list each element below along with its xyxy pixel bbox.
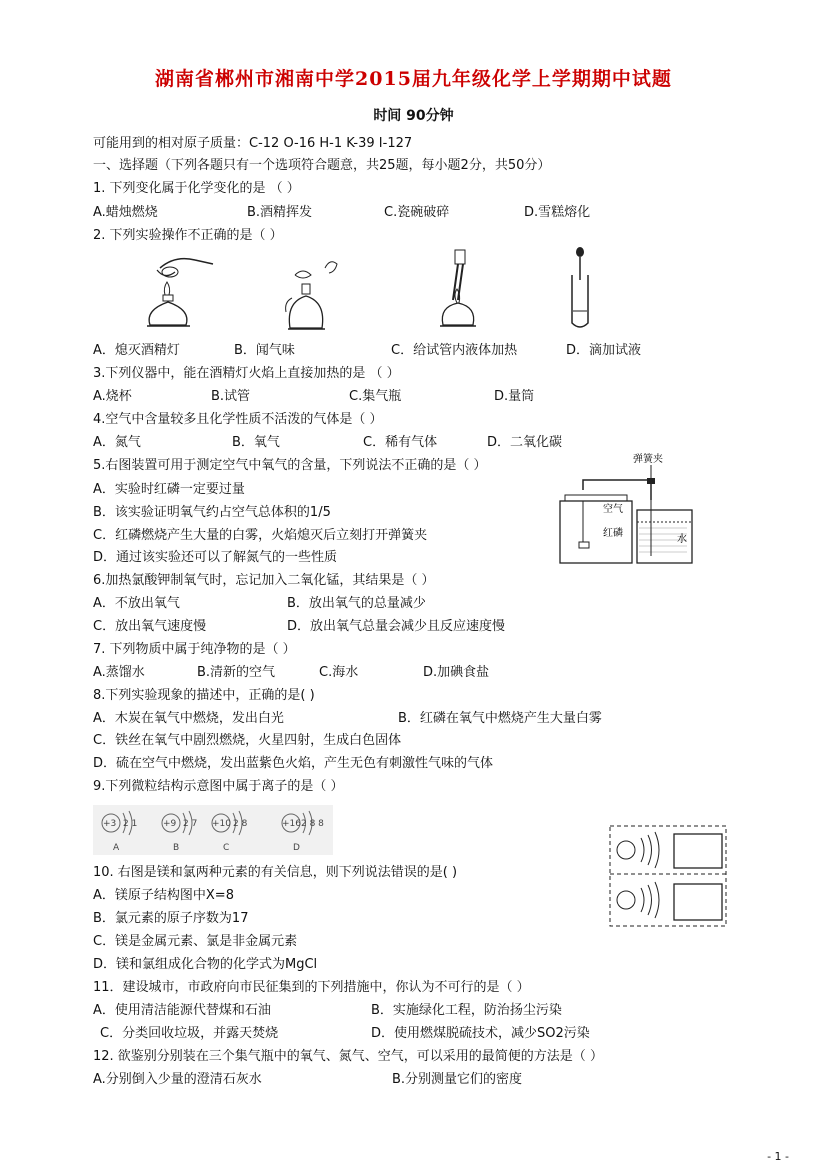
q3-option-d: D.量筒 [494,389,535,404]
q11-option-a: A．使用清洁能源代替煤和石油 [93,1003,271,1018]
q5-option-b: B．该实验证明氧气约占空气总体积的1/5 [93,505,331,520]
extinguish-lamp-figure [135,250,225,335]
q4-option-d: D．二氧化碳 [487,435,563,450]
q11-option-d: D．使用燃煤脱硫技术，减少SO2污染 [371,1026,590,1041]
q6-option-c: C．放出氧气速度慢 [93,619,207,634]
q7-option-c: C.海水 [319,665,359,680]
q7-option-b: B.清新的空气 [197,665,276,680]
q10-option-b: B．氯元素的原子序数为17 [93,911,249,926]
q4-option-b: B．氧气 [232,435,280,450]
q1-option-b: B.酒精挥发 [247,205,313,220]
letter-c: C [223,843,230,853]
q1-option-a: A.蜡烛燃烧 [93,205,158,220]
mg-cl-info-figure [608,824,728,928]
water-label: 水 [677,534,687,545]
q8-option-b: B．红磷在氧气中燃烧产生大量白雾 [398,711,602,726]
q10-option-d: D．镁和氯组成化合物的化学式为MgCl [93,957,318,972]
q7-option-d: D.加碘食盐 [423,665,490,680]
particle-structure-figure [93,805,333,855]
phosphorus-label: 红磷 [603,528,623,539]
oxygen-content-apparatus [555,450,695,565]
q3-option-c: C.集气瓶 [349,389,402,404]
question-9-stem: 9.下列微粒结构示意图中属于离子的是（ ） [93,779,344,794]
q10-option-c: C．镁是金属元素、氯是非金属元素 [93,934,298,949]
atomic-masses: 可能用到的相对原子质量：C-12 O-16 H-1 K-39 I-127 [93,136,413,151]
question-3-stem: 3.下列仪器中，能在酒精灯火焰上直接加热的是 （ ） [93,366,400,381]
q1-option-c: C.瓷碗破碎 [384,205,450,220]
q2-option-d: D．滴加试液 [566,343,642,358]
heat-test-tube-figure [425,245,495,335]
section-heading: 一、选择题（下列各题只有一个选项符合题意，共25题，每小题2分，共50分） [93,158,551,173]
particle-structure-svg [93,805,333,855]
air-label: 空气 [603,504,623,515]
nucleus-a: +3 [103,819,117,829]
q6-option-a: A．不放出氧气 [93,596,180,611]
exam-duration: 时间 90分钟 [373,108,454,124]
q1-option-d: D.雪糕熔化 [524,205,591,220]
question-4-stem: 4.空气中含量较多且化学性质不活泼的气体是（ ） [93,412,383,427]
question-2-stem: 2. 下列实验操作不正确的是（ ） [93,228,283,243]
q11-option-b: B．实施绿化工程，防治扬尘污染 [371,1003,562,1018]
q5-option-c: C．红磷燃烧产生大量的白雾，火焰熄灭后立刻打开弹簧夹 [93,528,428,543]
shells-d: 2 8 8 [301,819,324,829]
q2-option-c: C．给试管内液体加热 [391,343,518,358]
smell-gas-figure [270,250,350,335]
question-6-stem: 6.加热氯酸钾制氧气时，忘记加入二氧化锰，其结果是（ ） [93,573,435,588]
question-10-stem: 10. 右图是镁和氯两种元素的有关信息，则下列说法错误的是( ) [93,865,458,880]
page-title: 湖南省郴州市湘南中学2015届九年级化学上学期期中试题 [155,68,672,90]
q2-option-a: A．熄灭酒精灯 [93,343,180,358]
shells-a: 2 1 [123,819,138,829]
q3-option-a: A.烧杯 [93,389,132,404]
question-1-stem: 1. 下列变化属于化学变化的是 （ ） [93,181,300,196]
letter-d: D [293,843,300,853]
drop-reagent-figure [560,245,600,335]
q12-option-b: B.分别测量它们的密度 [392,1072,523,1087]
page-number: - 1 - [767,1150,789,1163]
q8-option-c: C．铁丝在氧气中剧烈燃烧，火星四射，生成白色固体 [93,733,402,748]
q6-option-b: B．放出氧气的总量减少 [287,596,426,611]
q3-option-b: B.试管 [211,389,251,404]
letter-a: A [113,843,120,853]
q4-option-a: A．氮气 [93,435,141,450]
question-12-stem: 12. 欲鉴别分别装在三个集气瓶中的氧气、氮气、空气，可以采用的最简便的方法是（ ） [93,1049,603,1064]
q5-option-a: A．实验时红磷一定要过量 [93,482,245,497]
question-5-stem: 5.右图装置可用于测定空气中氧气的含量，下列说法不正确的是（ ） [93,458,487,473]
shells-c: 2 8 [233,819,248,829]
q7-option-a: A.蒸馏水 [93,665,145,680]
q6-option-d: D．放出氧气总量会减少且反应速度慢 [287,619,506,634]
q2-option-b: B．闻气味 [234,343,295,358]
question-7-stem: 7. 下列物质中属于纯净物的是（ ） [93,642,296,657]
nucleus-d: +16 [282,819,301,829]
q11-option-c: C．分类回收垃圾，并露天焚烧 [100,1026,279,1041]
shells-b: 2 7 [183,819,198,829]
clip-label: 弹簧夹 [633,454,663,465]
nucleus-b: +9 [163,819,177,829]
nucleus-c: +10 [212,819,231,829]
q12-option-a: A.分别倒入少量的澄清石灰水 [93,1072,262,1087]
q8-option-d: D．硫在空气中燃烧，发出蓝紫色火焰，产生无色有刺激性气味的气体 [93,756,494,771]
q5-option-d: D．通过该实验还可以了解氮气的一些性质 [93,550,338,565]
letter-b: B [173,843,180,853]
q8-option-a: A．木炭在氧气中燃烧，发出白光 [93,711,284,726]
q4-option-c: C．稀有气体 [363,435,438,450]
question-11-stem: 11．建设城市，市政府向市民征集到的下列措施中，你认为不可行的是（ ） [93,980,530,995]
question-8-stem: 8.下列实验现象的描述中，正确的是( ) [93,688,315,703]
q10-option-a: A．镁原子结构图中X=8 [93,888,234,903]
